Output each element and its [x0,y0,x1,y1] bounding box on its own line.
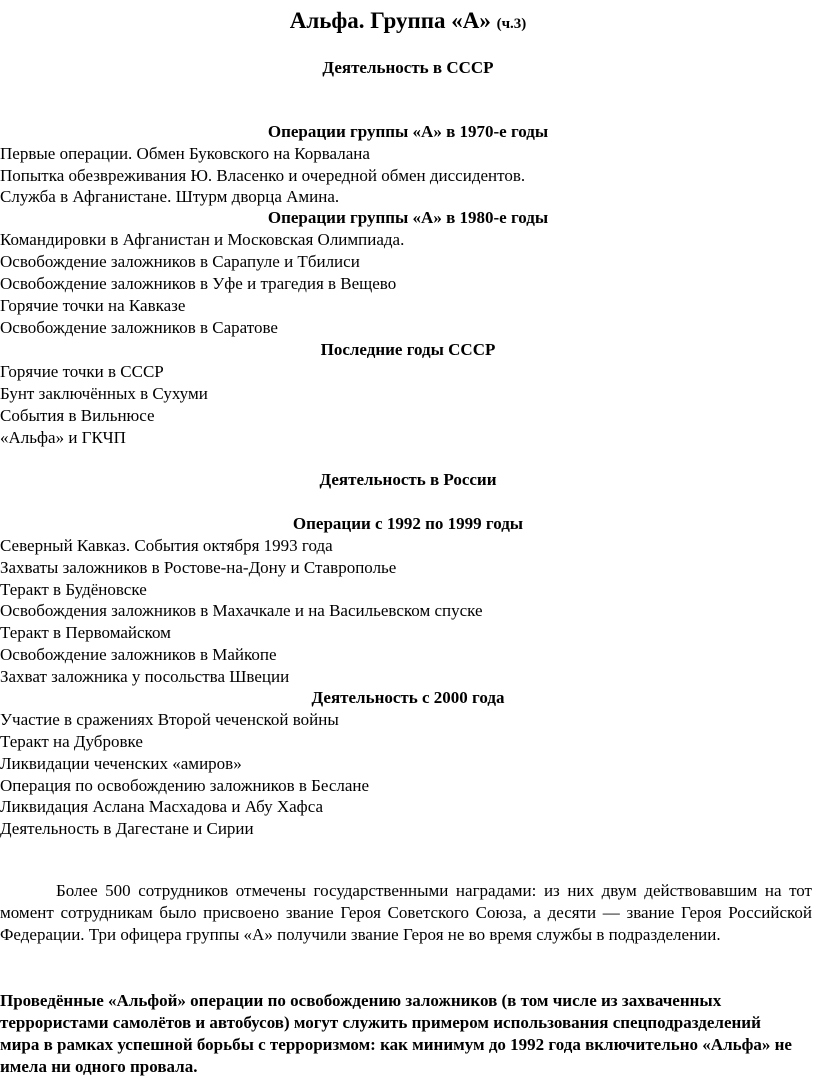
section-heading-russia: Деятельность в России [319,470,497,489]
subheading-1992-1999: Операции с 1992 по 1999 годы [292,514,524,533]
list-item: Освобождение заложников в Саратове [0,318,278,337]
subheading-last-years: Последние годы СССР [320,340,496,359]
list-item: Попытка обезвреживания Ю. Власенко и очередной обмен диссидентов. [0,166,526,185]
list-item: Первые операции. Обмен Буковского на Корвалана [0,144,370,163]
list-item: Освобождение заложников в Сарапуле и Тбилиси [0,252,360,271]
list-item: Служба в Афганистане. Штурм дворца Амина. [0,187,340,206]
title-suffix: (ч.3) [496,16,527,32]
list-item: Теракт на Дубровке [0,732,143,751]
list-item: Горячие точки на Кавказе [0,296,186,315]
list-item: Освобождение заложников в Уфе и трагедия в Вещево [0,274,397,293]
list-item: Горячие точки в СССР [0,362,164,381]
list-item: Участие в сражениях Второй чеченской войны [0,710,339,729]
subheading-1980s: Операции группы «А» в 1980-е годы [267,208,549,227]
subheading-since-2000: Деятельность с 2000 года [311,688,505,707]
subheading-1970s: Операции группы «А» в 1970-е годы [267,122,549,141]
list-item: Захват заложника у посольства Швеции [0,667,290,686]
list-item: Освобождения заложников в Махачкале и на Васильевском спуске [0,601,483,620]
list-item: Северный Кавказ. События октября 1993 года [0,536,333,555]
list-item: События в Вильнюсе [0,406,155,425]
list-item: Освобождение заложников в Майкопе [0,645,277,664]
list-item: Теракт в Будёновске [0,580,147,599]
page-title [0,7,816,38]
title-main: Альфа. Группа «А» [289,8,491,33]
conclusion-paragraph: Проведённые «Альфой» операции по освобождению заложников (в том числе из захваченных террористами самолётов и автобусов) могут служить примером использования спецподразделений мира в рамках успешной борьбы с терроризмом: как минимум до 1992 года включительно «Альфа» не имела ни одного провала. [0,991,792,1076]
list-item: Ликвидация Аслана Масхадова и Абу Хафса [0,797,323,816]
section-heading-ussr: Деятельность в СССР [322,58,494,77]
list-item: Деятельность в Дагестане и Сирии [0,819,254,838]
list-item: Ликвидации чеченских «амиров» [0,754,242,773]
awards-paragraph: Более 500 сотрудников отмечены государственными наградами: из них двум действовавшим на тот момент сотрудникам было присвоено звание Героя Советского Союза, а десяти — звание Героя Российской Федерации. Три офицера группы «А» получили звание Героя не во время службы в подразделении. [0,881,812,944]
list-item: «Альфа» и ГКЧП [0,428,126,447]
list-item: Захваты заложников в Ростове-на-Дону и Ставрополье [0,558,397,577]
list-item: Операция по освобождению заложников в Беслане [0,776,370,795]
list-item: Командировки в Афганистан и Московская Олимпиада. [0,230,405,249]
list-item: Бунт заключённых в Сухуми [0,384,208,403]
list-item: Теракт в Первомайском [0,623,171,642]
